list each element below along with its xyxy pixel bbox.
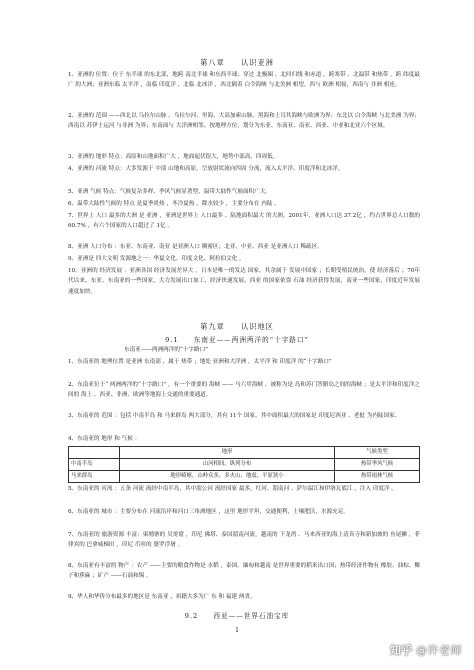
table-cell: 热带雨林气候: [335, 471, 420, 483]
ch9-para-8: 8、东南亚有丰富的 物产 ：农产 ——主要的粮食作物是 水稻 ，泰国、缅甸和越南 是世界重要的稻米出口国；热带经济作物有 橡胶、油棕、椰子和蕉麻 ；矿产 ——石油和锡 。: [68, 563, 420, 580]
ch9-para-7: 7、东南亚的 旅游资源 丰富：柬埔寨的 吴哥窟 ，印尼 佛塔、泰国湄南河流，越南的 下龙湾 、马来西亚的海上清真寺和新加坡的 鱼尾狮 ，菲律宾的 巴拿威梯田 ，印尼 爪哇的 婆罗浮屠 。: [68, 532, 420, 549]
ch8-para-8: 8、亚洲 人口分布 ：东亚、东南亚、南亚 是亚洲人口 稠密区；北亚、中亚、西亚 是亚洲人口 稀疏区。: [68, 244, 323, 250]
table-cell: 地形崎岖，山岭众多，多火山、地震，平原狭小: [120, 471, 335, 483]
ch8-para-2: 2、亚洲的 范围 ——西北以 乌拉尔山脉 、乌拉尔河、里海、大高加索山脉、黑海和土耳其海峡与欧洲为界；东北以 白令海峡 与北美洲 为界；西南以 苏伊士运河 与非洲 为界；东南面与 大洋洲相邻。按地理方位，划分为东亚、东南亚、南亚、西亚、中亚和北亚六个区域。: [68, 113, 420, 130]
table-header-cell: 地形: [120, 447, 335, 459]
table-cell: 马来群岛: [69, 471, 120, 483]
page-number: 1: [235, 627, 239, 634]
ch8-para-1: 1、亚洲的 位置：位于 东半球 的东北部，地跨 南北半球 和东西半球；穿过 北极圈 、北回归线 和赤道 ，跨寒带 、北温带 和热带 ，跨 纬度最广 的大洲；亚洲东临 太平洋 ，南临 印度洋 ，北临 北冰洋 ，西北隔着 白令海峡 与北美洲 相望，西与 欧洲 相接，西南与 非洲 相连。: [68, 72, 420, 89]
table-header-cell: [69, 447, 120, 459]
watermark: [390, 642, 462, 658]
chapter-8-title: 第八章 认识亚洲: [200, 58, 274, 67]
ch8-para-6: 6、温带大陆性气候的 特点 是夏季炎热 ，冬冷夏热 ，降水较少 ，主要分布在 内陆 。: [68, 201, 280, 207]
chapter-9-title: 第九章 认识地区: [200, 322, 274, 331]
ch8-para-9: 9、亚洲是 四大文明 发源地之一：华夏文化、印度文化、阿拉伯文化 。: [68, 256, 245, 262]
ch8-para-4: 4、亚洲的 河流 特点：大多发源于 中部 山地和高原，呈放射状流向四周 分流，流入太平洋、印度洋和北冰洋。: [68, 166, 344, 172]
table-header-row: [69, 447, 420, 459]
ch9-para-4: 4、东南亚的 地形 和 气候 ：: [68, 436, 141, 442]
ch9-para-1: 1、东南亚的 地理位置 是亚洲 东南部 ，属于 热带 ；地处 亚洲和大洋洲 ，太平洋 和 印度洋 的“十字路口”: [68, 359, 332, 365]
ch8-para-10: 10、亚洲的 经济发展 ：亚洲各国 经济发展差异大 ，日本是唯一的发达 国家，其余属于 发展中国家 ；长期受殖民统治，使 经济落后 ；70年代以来，东亚、东南亚的一些国家，大力发展出口加工，经济快速发展，西亚 的国家依靠 石油 经济获得发展，南亚一些国家，印度近年发展速度加快。: [68, 268, 420, 295]
table-cell: 中南半岛: [69, 459, 120, 471]
section-9-2-title: 9.2 西亚——世界石油宝库: [184, 612, 290, 620]
ch8-para-7: 7、世界上 人口 最多的大洲 是 亚洲 ，亚洲是世界上 人口最多 、陆地面积最大 的大洲。2001年，亚洲人口达 37.2亿 ，约占世界总人口数的 60.7% ，有六个国家的人口超过了 1亿 。: [68, 213, 420, 230]
section-9-1-title: 9.1 东南亚——两洲两洋的“十字路口”: [165, 336, 309, 344]
table-cell: 山河相间，纵列分布: [120, 459, 335, 471]
ch8-para-3: 3、亚洲的 地形 特点：高原和山地面积广大 ，地面起伏很大，地势中部高，四周低。: [68, 154, 279, 160]
ch8-para-5: 5、亚洲 气候 特点：气候复杂多样、季风气候显著型、温带大陆性气候面积广大。: [68, 189, 271, 195]
table-header-cell: 气候类型: [335, 447, 420, 459]
watermark-logo: 知乎: [390, 644, 413, 657]
ch9-para-3: 3、东南亚的 范围 ：包括 中南半岛 和 马来群岛 两大部分，其有 11个 国家，其中面积最大的国家是 印度尼西亚 ，老挝 为内陆国家。: [68, 413, 401, 419]
ch9-para-5: 5、东南亚的 河流 ：五条 河流 流经中南半岛，其中湄公河 流经国家 最多，红河、湄南河 、萨尔温江和伊洛瓦底江 ，注入 印度洋 。: [68, 486, 397, 492]
ch9-para-9: 9、华人和华侨分布最多的地区是 东南亚 ，祖籍大多为广 东 和 福建 两省。: [68, 594, 256, 600]
terrain-climate-table: [68, 446, 420, 483]
table-row: [69, 471, 420, 483]
watermark-text: @许老师: [416, 644, 462, 657]
table-row: [69, 459, 420, 471]
ch9-para-6: 6、东南亚的 城市 ：主要分布在 河流沿岸和河口三角洲地区 ，这里 地形平坦，交通便利，土壤肥沃，水源充足。: [68, 509, 349, 515]
ch9-para-2: 2、东南亚位于“ 两洲两洋的“十字路口” ，有一个重要的 海峡 —— 马六甲海峡 ，被称为是 岛和苏门答腊岛之间的海峡 ；是太平洋和印度洋之间的 海上 、西亚、非洲、欧洲等地海上交通的重要通道。: [68, 382, 420, 399]
table-cell: 热带季风气候: [335, 459, 420, 471]
section-9-1-intro: 东南亚——两洲两洋的“十字路口”: [124, 347, 209, 353]
